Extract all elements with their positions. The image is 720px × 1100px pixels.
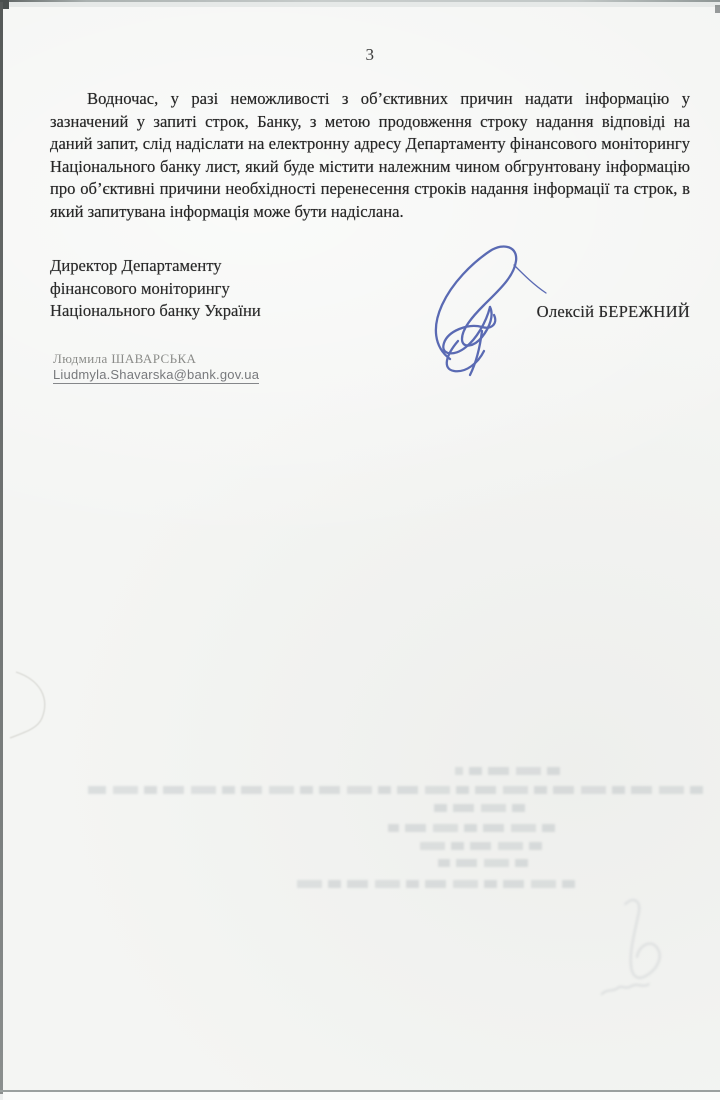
signer-title-line-2: фінансового моніторингу	[50, 278, 230, 298]
bleedthrough-line	[415, 842, 542, 850]
signer-title-line-1: Директор Департаменту	[50, 256, 222, 275]
bleedthrough-signature-icon	[592, 893, 680, 1013]
next-page-strip	[3, 1092, 720, 1100]
bleedthrough-line	[428, 804, 525, 812]
body-paragraph: Водночас, у разі неможливості з об’єктивних причин надати інформацію у зазначений у запиті строк, Банку, з метою продовження строку надання відповіді на даний запит, слід надіслати на електронну адресу Департаменту фінансового моніторингу Національного банку лист, який буде містити належним чином обгрунтовану інформацію про об’єктивні причини необхідності перенесення строків надання інформації та строк, в який запитувана інформація може бути надіслана.	[50, 89, 690, 221]
contact-name: Людмила ШАВАРСЬКА	[53, 351, 197, 366]
handwritten-signature-icon	[428, 243, 550, 378]
contact-email: Liudmyla.Shavarska@bank.gov.ua	[53, 367, 260, 382]
signer-title-line-3: Національного банку України	[50, 301, 261, 321]
paper-crease	[6, 670, 54, 740]
bleedthrough-line	[88, 786, 703, 794]
signer-name: Олексій БЕРЕЖНИЙ	[536, 302, 690, 321]
scan-corner-top-right	[715, 5, 720, 13]
bleedthrough-line	[438, 859, 528, 867]
scan-left-edge	[0, 2, 3, 1094]
bleedthrough-line	[455, 767, 560, 775]
bleedthrough-line	[388, 824, 555, 832]
bleedthrough-line	[290, 880, 575, 888]
page-number: 3	[365, 45, 375, 64]
scan-top-band	[0, 2, 720, 7]
signer-title-block	[50, 255, 261, 323]
